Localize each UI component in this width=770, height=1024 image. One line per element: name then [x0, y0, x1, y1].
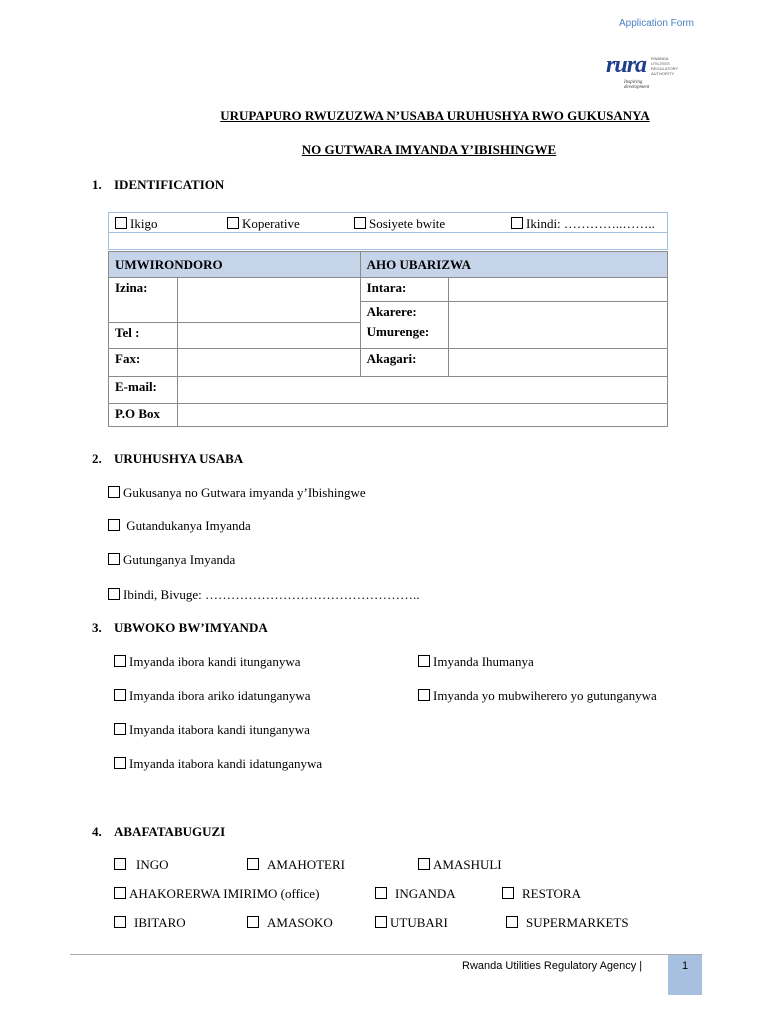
umwirondoro-header: UMWIRONDORO [109, 252, 361, 278]
checkbox[interactable] [115, 217, 127, 229]
footer-agency: Rwanda Utilities Regulatory Agency | [462, 960, 643, 972]
checkbox[interactable] [227, 217, 239, 229]
umurenge-label: Umurenge: [360, 322, 448, 348]
customer-option-utubari[interactable]: UTUBARI [375, 915, 448, 931]
akarere-label: Akarere: [360, 302, 448, 323]
permit-option-collection[interactable]: Gukusanya no Gutwara imyanda y’Ibishingwe [108, 485, 366, 501]
identification-table [108, 251, 668, 427]
customer-option-restora[interactable]: RESTORA [502, 886, 581, 902]
izina-field[interactable] [177, 278, 360, 323]
entity-type-option-sosiyete[interactable]: Sosiyete bwite [354, 216, 445, 232]
logo-mark: rura [606, 52, 647, 78]
izina-label: Izina: [109, 278, 178, 323]
checkbox[interactable] [114, 887, 126, 899]
permit-option-other[interactable]: Ibindi, Bivuge: ………………………………………….. [108, 587, 419, 603]
checkbox[interactable] [114, 757, 126, 769]
customer-option-amasoko[interactable]: AMASOKO [247, 915, 333, 931]
checkbox[interactable] [108, 519, 120, 531]
customer-option-supermarkets[interactable]: SUPERMARKETS [506, 915, 629, 931]
checkbox[interactable] [108, 486, 120, 498]
waste-option-sanitary[interactable]: Imyanda yo mubwiherero yo gutunganywa [418, 688, 657, 704]
entity-type-option-ikindi[interactable]: Ikindi: …………..…….. [511, 216, 655, 232]
checkbox[interactable] [114, 689, 126, 701]
aho-ubarizwa-header: AHO UBARIZWA [360, 252, 667, 278]
checkbox[interactable] [114, 916, 126, 928]
waste-option-biodegradable-untreated[interactable]: Imyanda ibora ariko idatunganywa [114, 688, 311, 704]
akagari-field[interactable] [448, 348, 667, 376]
entity-type-option-koperative[interactable]: Koperative [227, 216, 300, 232]
checkbox[interactable] [114, 723, 126, 735]
checkbox[interactable] [354, 217, 366, 229]
checkbox[interactable] [114, 655, 126, 667]
logo-tagline: Inspiring development [624, 80, 650, 90]
checkbox[interactable] [418, 858, 430, 870]
fax-label: Fax: [109, 348, 178, 376]
section-waste-type-heading: 3. UBWOKO BW’IMYANDA [92, 620, 268, 635]
email-field[interactable] [177, 376, 667, 403]
waste-option-biodegradable-treated[interactable]: Imyanda ibora kandi itunganywa [114, 654, 300, 670]
customer-option-amashuli[interactable]: AMASHULI [418, 857, 502, 873]
customer-option-ingo[interactable]: INGO [114, 857, 169, 873]
waste-option-hazardous[interactable]: Imyanda Ihumanya [418, 654, 534, 670]
intara-field[interactable] [448, 278, 667, 302]
permit-option-sorting[interactable]: Gutandukanya Imyanda [108, 518, 251, 534]
checkbox[interactable] [502, 887, 514, 899]
form-title-line1: URUPAPURO RWUZUZWA N’USABA URUHUSHYA RWO GUKUSANYA [220, 108, 650, 123]
form-title-line2: NO GUTWARA IMYANDA Y’IBISHINGWE [301, 142, 557, 157]
tel-label: Tel : [109, 322, 178, 348]
entity-type-option-ikigo[interactable]: Ikigo [115, 216, 157, 232]
checkbox[interactable] [375, 887, 387, 899]
customer-option-inganda[interactable]: INGANDA [375, 886, 456, 902]
checkbox[interactable] [418, 689, 430, 701]
footer-divider [70, 954, 702, 955]
email-label: E-mail: [109, 376, 178, 403]
akagari-label: Akagari: [360, 348, 448, 376]
checkbox[interactable] [108, 553, 120, 565]
entity-type-box [108, 212, 668, 250]
section-customers-heading: 4. ABAFATABUGUZI [92, 824, 226, 839]
tel-field[interactable] [177, 322, 360, 348]
page-number: 1 [668, 955, 702, 995]
customer-option-ibitaro[interactable]: IBITARO [114, 915, 186, 931]
checkbox[interactable] [418, 655, 430, 667]
checkbox[interactable] [375, 916, 387, 928]
section-permit-heading: 2. URUHUSHYA USABA [92, 451, 244, 466]
po-box-field[interactable] [177, 403, 667, 426]
checkbox[interactable] [247, 858, 259, 870]
waste-option-nonbiodegradable-treated[interactable]: Imyanda itabora kandi itunganywa [114, 722, 310, 738]
logo-text: RWANDA UTILITIES REGULATORY AUTHORITY [651, 56, 679, 76]
checkbox[interactable] [108, 588, 120, 600]
customer-option-amahoteri[interactable]: AMAHOTERI [247, 857, 345, 873]
checkbox[interactable] [114, 858, 126, 870]
customer-option-office[interactable]: AHAKORERWA IMIRIMO (office) [114, 886, 319, 902]
waste-option-nonbiodegradable-untreated[interactable]: Imyanda itabora kandi idatunganywa [114, 756, 322, 772]
section-identification-heading: 1. IDENTIFICATION [92, 177, 225, 192]
fax-field[interactable] [177, 348, 360, 376]
rura-logo [606, 50, 679, 90]
permit-option-processing[interactable]: Gutunganya Imyanda [108, 552, 235, 568]
intara-label: Intara: [360, 278, 448, 302]
akarere-field[interactable] [448, 302, 667, 349]
entity-type-box-bar [109, 232, 667, 250]
po-box-label: P.O Box [109, 403, 178, 426]
checkbox[interactable] [511, 217, 523, 229]
checkbox[interactable] [506, 916, 518, 928]
document-type-label: Application Form [618, 18, 694, 29]
checkbox[interactable] [247, 916, 259, 928]
